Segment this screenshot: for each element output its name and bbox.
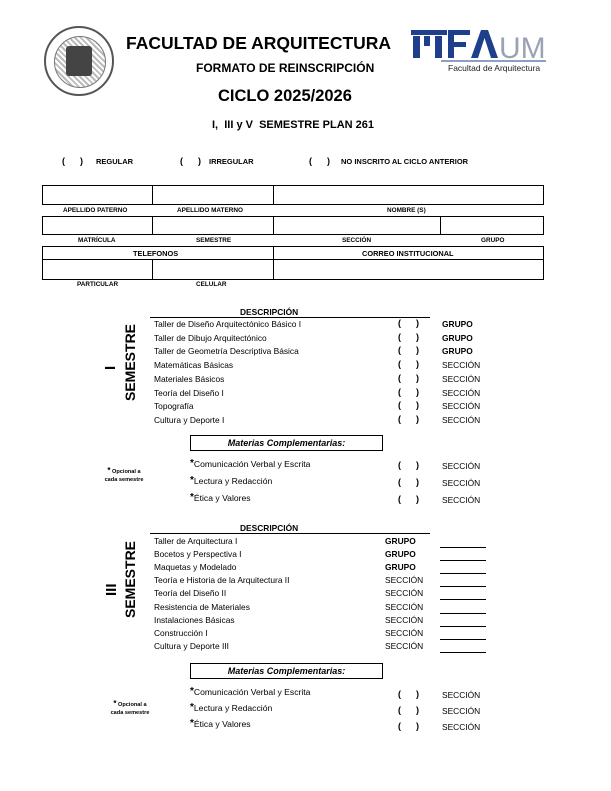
divider (273, 246, 274, 280)
complementary-type: SECCIÓN (442, 495, 481, 505)
subject-name: Teoría del Diseño II (154, 588, 227, 599)
faculty-title: FACULTAD DE ARQUITECTURA (126, 33, 392, 53)
optional-line2: cada semestre (104, 477, 144, 483)
seccion-input[interactable] (275, 217, 439, 234)
subject-name: Taller de Diseño Arquitectónico Básico I (154, 319, 302, 329)
subject-blank-line[interactable] (440, 586, 486, 587)
subject-type: SECCIÓN (385, 627, 424, 638)
subject-blank-line[interactable] (440, 652, 486, 653)
grupo-input[interactable] (442, 217, 543, 234)
subject-blank-line[interactable] (440, 560, 486, 561)
matricula-input[interactable] (43, 217, 151, 234)
semester3-optional-note (104, 700, 156, 717)
logo-caption: Facultad de Arquitectura (448, 63, 541, 73)
semester3-label: SEMESTRE (122, 540, 138, 618)
apellido-materno-label: APELLIDO MATERNO (177, 207, 243, 214)
subject-name: Taller de Arquitectura I (154, 536, 238, 546)
subject-checkbox[interactable]: ( ) (398, 318, 419, 328)
subject-type: GRUPO (385, 549, 416, 560)
apellido-paterno-input[interactable] (43, 186, 151, 204)
complementary-name: Comunicación Verbal y Escrita (193, 687, 311, 697)
subject-checkbox[interactable]: ( ) (398, 372, 419, 383)
semester1-numeral: I (102, 365, 119, 370)
subject-name: Bocetos y Perspectiva I (154, 549, 242, 560)
subject-type: SECCIÓN (385, 588, 424, 599)
celular-input[interactable] (154, 261, 272, 279)
subject-type: SECCIÓN (385, 601, 424, 612)
regular-checkbox[interactable]: ( ) (62, 156, 83, 166)
complementary-subject (190, 703, 272, 714)
subject-blank-line[interactable] (440, 599, 486, 600)
semester3-heading: DESCRIPCIÓN (240, 523, 299, 533)
particular-input[interactable] (43, 261, 151, 279)
semester3-numeral: III (103, 583, 120, 596)
asterisk: * (190, 702, 194, 713)
complementary-type: SECCIÓN (442, 722, 481, 732)
subject-checkbox[interactable]: ( ) (398, 345, 419, 356)
complementary-checkbox[interactable]: ( ) (398, 494, 419, 504)
subject-type: GRUPO (442, 319, 473, 329)
subject-type: SECCIÓN (385, 614, 424, 625)
complementary-name: Lectura y Redacción (193, 476, 273, 486)
subject-name: Teoría e Historia de la Arquitectura II (154, 575, 290, 586)
subject-type: GRUPO (442, 332, 473, 343)
matricula-label: MATRÍCULA (78, 237, 116, 244)
not-enrolled-label: NO INSCRITO AL CICLO ANTERIOR (341, 157, 469, 166)
asterisk: * (190, 718, 194, 729)
apellido-paterno-label: APELLIDO PATERNO (63, 207, 128, 214)
heading-rule (150, 533, 430, 534)
optional-line1: Opcional a (112, 469, 141, 475)
divider (440, 216, 441, 235)
complementary-name: Comunicación Verbal y Escrita (193, 459, 311, 469)
divider (273, 185, 274, 205)
complementary-subject (190, 476, 272, 487)
subject-checkbox[interactable]: ( ) (398, 386, 419, 397)
complementary-checkbox[interactable]: ( ) (398, 689, 419, 699)
apellido-materno-input[interactable] (154, 186, 272, 204)
divider (152, 259, 153, 280)
semester1-heading: DESCRIPCIÓN (240, 307, 299, 317)
semester3-complementary-title: Materias Complementarias: (190, 663, 383, 679)
correo-label: CORREO INSTITUCIONAL (362, 249, 454, 258)
university-seal-icon (44, 26, 114, 96)
subject-checkbox[interactable]: ( ) (398, 413, 419, 424)
subject-name: Teoría del Diseño I (154, 387, 224, 398)
telefonos-label: TELEFONOS (133, 249, 179, 258)
asterisk: * (190, 458, 194, 469)
subject-type: GRUPO (442, 346, 473, 357)
divider (273, 216, 274, 235)
semestre-input[interactable] (154, 217, 272, 234)
optional-line1: Opcional a (118, 702, 147, 708)
subject-name: Matemáticas Básicas (154, 360, 234, 371)
optional-line2: cada semestre (110, 710, 150, 716)
subject-type: SECCIÓN (442, 401, 481, 412)
complementary-subject (190, 459, 310, 470)
subject-name: Topografía (154, 401, 194, 412)
subject-type: SECCIÓN (442, 373, 481, 384)
subject-name: Taller de Dibujo Arquitectónico (154, 332, 267, 343)
complementary-type: SECCIÓN (442, 706, 481, 716)
subject-name: Maquetas y Modelado (154, 562, 237, 573)
asterisk: * (113, 699, 117, 708)
form-subtitle: FORMATO DE REINSCRIPCIÓN (196, 61, 375, 75)
asterisk: * (190, 475, 194, 486)
plan-title: I, III y V SEMESTRE PLAN 261 (212, 119, 374, 131)
complementary-name: Ética y Valores (193, 719, 251, 729)
subject-checkbox[interactable]: ( ) (398, 400, 419, 411)
subject-blank-line[interactable] (440, 573, 486, 574)
subject-type: GRUPO (385, 562, 416, 573)
asterisk: * (107, 466, 111, 475)
complementary-checkbox[interactable]: ( ) (398, 705, 419, 715)
complementary-subject (190, 719, 251, 730)
complementary-name: Lectura y Redacción (193, 703, 273, 713)
complementary-type: SECCIÓN (442, 461, 481, 471)
subject-type: GRUPO (385, 536, 416, 546)
subject-blank-line[interactable] (440, 547, 486, 548)
semester1-label: SEMESTRE (122, 323, 138, 401)
seccion-label: SECCIÓN (342, 237, 372, 244)
semestre-label: SEMESTRE (196, 237, 232, 244)
particular-label: PARTICULAR (77, 281, 119, 288)
semester1-optional-note (98, 467, 150, 484)
cycle-title: CICLO 2025/2026 (218, 87, 352, 105)
complementary-name: Ética y Valores (193, 493, 251, 503)
subject-blank-line[interactable] (440, 626, 486, 627)
complementary-subject (190, 687, 310, 698)
subject-name: Resistencia de Materiales (154, 601, 250, 612)
divider (152, 216, 153, 235)
subject-name: Cultura y Deporte III (154, 640, 229, 651)
correo-input[interactable] (275, 261, 543, 279)
subject-name: Cultura y Deporte I (154, 414, 225, 425)
regular-label: REGULAR (96, 157, 134, 166)
subject-type: SECCIÓN (385, 640, 424, 651)
complementary-checkbox[interactable]: ( ) (398, 477, 419, 487)
subject-type: SECCIÓN (385, 575, 424, 586)
nombre-input[interactable] (275, 186, 543, 204)
complementary-type: SECCIÓN (442, 690, 481, 700)
subject-checkbox[interactable]: ( ) (398, 359, 419, 370)
subject-type: SECCIÓN (442, 414, 481, 425)
heading-rule (150, 317, 430, 318)
irregular-checkbox[interactable]: ( ) (180, 156, 201, 166)
nombre-label: NOMBRE (S) (387, 207, 426, 214)
asterisk: * (190, 686, 194, 697)
subject-name: Construcción I (154, 627, 208, 638)
semester1-complementary-title: Materias Complementarias: (190, 435, 383, 451)
subject-name: Taller de Geometría Descriptiva Básica (154, 346, 299, 357)
subject-type: SECCIÓN (442, 360, 481, 371)
subject-blank-line[interactable] (440, 639, 486, 640)
irregular-label: IRREGULAR (209, 157, 254, 166)
asterisk: * (190, 492, 194, 503)
subject-checkbox[interactable]: ( ) (398, 331, 419, 342)
celular-label: CELULAR (196, 281, 227, 288)
contact-divider (42, 259, 544, 260)
subject-type: SECCIÓN (442, 387, 481, 398)
grupo-label: GRUPO (481, 237, 505, 244)
not-enrolled-checkbox[interactable]: ( ) (309, 156, 330, 166)
subject-name: Materiales Básicos (154, 373, 225, 384)
complementary-subject (190, 493, 251, 504)
subject-name: Instalaciones Básicas (154, 614, 235, 625)
divider (152, 185, 153, 205)
complementary-checkbox[interactable]: ( ) (398, 721, 419, 731)
complementary-checkbox[interactable]: ( ) (398, 460, 419, 470)
complementary-type: SECCIÓN (442, 478, 481, 488)
svg-text:UM: UM (499, 32, 546, 65)
subject-blank-line[interactable] (440, 613, 486, 614)
